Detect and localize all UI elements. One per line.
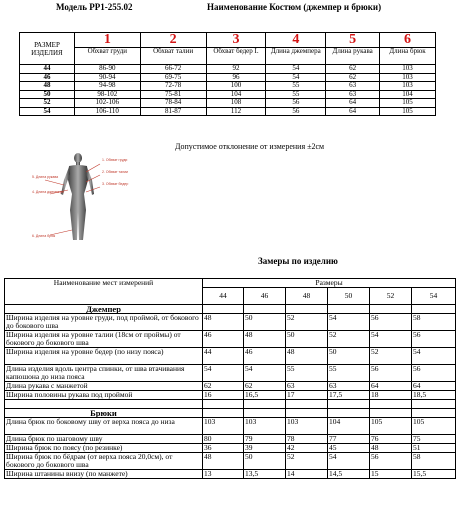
column-number: 1 <box>74 33 140 48</box>
value-cell: 105 <box>380 107 436 116</box>
column-number: 5 <box>326 33 380 48</box>
value-cell: 63 <box>326 82 380 91</box>
value-cell: 66-72 <box>140 65 206 74</box>
value-cell: 103 <box>380 65 436 74</box>
measurement-value: 56 <box>370 365 412 382</box>
column-header: Длина рукава <box>326 48 380 65</box>
value-cell: 92 <box>206 65 266 74</box>
measurement-value: 16 <box>203 391 244 400</box>
measurement-value: 51 <box>412 444 456 453</box>
measurement-value: 56 <box>412 331 456 348</box>
label-chest: 1. Обхват груди <box>102 158 128 162</box>
value-cell: 94-98 <box>74 82 140 91</box>
measurement-value: 58 <box>412 453 456 470</box>
measurement-value: 36 <box>203 444 244 453</box>
column-header: Обхват груди <box>74 48 140 65</box>
size-row <box>20 82 436 91</box>
value-cell: 62 <box>326 65 380 74</box>
measurement-value: 58 <box>412 314 456 331</box>
tolerance-note: Допустимое отклонение от измерения ±2см <box>175 142 325 151</box>
value-cell: 63 <box>326 90 380 99</box>
value-cell: 54 <box>266 65 326 74</box>
measurement-value: 103 <box>244 418 286 435</box>
size-cell: 54 <box>20 107 75 116</box>
measurement-value: 77 <box>328 435 370 444</box>
measurement-value: 52 <box>370 348 412 365</box>
measurement-value: 62 <box>244 382 286 391</box>
value-cell: 106-110 <box>74 107 140 116</box>
measurement-value: 15,5 <box>412 470 456 479</box>
measurement-row <box>5 391 456 400</box>
size-table <box>19 32 436 116</box>
measurement-value: 54 <box>203 365 244 382</box>
value-cell: 112 <box>206 107 266 116</box>
value-cell: 108 <box>206 99 266 108</box>
size-cell: 50 <box>20 90 75 99</box>
measurement-row <box>5 314 456 331</box>
silhouette-figure <box>20 150 160 245</box>
measurement-value: 62 <box>203 382 244 391</box>
value-cell: 96 <box>206 73 266 82</box>
value-cell: 62 <box>326 73 380 82</box>
measurement-value: 42 <box>286 444 328 453</box>
size-row <box>20 107 436 116</box>
measurement-value: 54 <box>370 331 412 348</box>
measurement-row <box>5 470 456 479</box>
measurement-value: 56 <box>412 365 456 382</box>
value-cell: 104 <box>206 90 266 99</box>
measurement-value: 54 <box>328 314 370 331</box>
measurement-value: 104 <box>328 418 370 435</box>
value-cell: 81-87 <box>140 107 206 116</box>
measurement-row <box>5 418 456 435</box>
value-cell: 103 <box>380 82 436 91</box>
measurement-value: 48 <box>244 331 286 348</box>
measurement-value: 56 <box>370 453 412 470</box>
measurement-value: 48 <box>203 314 244 331</box>
measurement-value: 48 <box>286 348 328 365</box>
measurement-value: 44 <box>203 348 244 365</box>
size-cell: 46 <box>20 73 75 82</box>
measurement-value: 18,5 <box>412 391 456 400</box>
section-jumper: Джемпер <box>5 305 203 314</box>
label-sleeve-length: 5. Длина рукава <box>32 175 59 179</box>
measurement-value: 50 <box>244 314 286 331</box>
value-cell: 104 <box>380 90 436 99</box>
value-cell: 86-90 <box>74 65 140 74</box>
measurement-value: 46 <box>244 348 286 365</box>
column-number: 6 <box>380 33 436 48</box>
value-cell: 103 <box>380 73 436 82</box>
measurement-value: 48 <box>203 453 244 470</box>
measurement-value: 17 <box>286 391 328 400</box>
measurement-value: 105 <box>370 418 412 435</box>
measurement-value: 14 <box>286 470 328 479</box>
measurement-name: Длина брюк по боковому шву от верха пояса до низа <box>5 418 203 435</box>
body-measurement-figure <box>20 150 160 245</box>
value-cell: 69-75 <box>140 73 206 82</box>
label-waist: 2. Обхват талии <box>102 170 128 174</box>
size-column-header: 54 <box>412 288 456 305</box>
measurement-value: 63 <box>286 382 328 391</box>
measurement-value: 56 <box>370 314 412 331</box>
measurement-name: Длина рукава с манжетой <box>5 382 203 391</box>
measurement-value: 103 <box>286 418 328 435</box>
size-column-header: 46 <box>244 288 286 305</box>
size-column-header: 44 <box>203 288 244 305</box>
column-header: Обхват талии <box>140 48 206 65</box>
measurement-name: Длина брюк по шаговому шву <box>5 435 203 444</box>
column-header: Длина брюк <box>380 48 436 65</box>
value-cell: 105 <box>380 99 436 108</box>
measurement-value: 14,5 <box>328 470 370 479</box>
measurement-value: 52 <box>286 314 328 331</box>
measurement-name: Ширина штанины внизу (по манжете) <box>5 470 203 479</box>
size-row <box>20 65 436 74</box>
measurement-name: Ширина брюк по поясу (по резинке) <box>5 444 203 453</box>
value-cell: 100 <box>206 82 266 91</box>
label-pants-length: 6. Длина брюк <box>32 234 56 238</box>
value-cell: 75-81 <box>140 90 206 99</box>
measurement-row <box>5 365 456 382</box>
measurement-value: 64 <box>370 382 412 391</box>
measurements-table <box>4 278 456 479</box>
size-row <box>20 90 436 99</box>
measurement-value: 55 <box>286 365 328 382</box>
measurement-value: 52 <box>286 453 328 470</box>
measurement-value: 17,5 <box>328 391 370 400</box>
size-cell: 52 <box>20 99 75 108</box>
value-cell: 56 <box>266 99 326 108</box>
measurement-value: 39 <box>244 444 286 453</box>
measurement-value: 54 <box>328 453 370 470</box>
model-title: Модель РР1-255.02 <box>56 2 133 12</box>
measurement-value: 50 <box>328 348 370 365</box>
size-row <box>20 99 436 108</box>
measurement-value: 16,5 <box>244 391 286 400</box>
measurement-row <box>5 331 456 348</box>
size-column-header: 48 <box>286 288 328 305</box>
measurement-value: 13,5 <box>244 470 286 479</box>
value-cell: 64 <box>326 99 380 108</box>
measurement-value: 103 <box>203 418 244 435</box>
measurement-value: 78 <box>286 435 328 444</box>
value-cell: 72-78 <box>140 82 206 91</box>
value-cell: 98-102 <box>74 90 140 99</box>
column-number: 4 <box>266 33 326 48</box>
measurement-value: 52 <box>328 331 370 348</box>
measurement-name: Ширина изделия на уровне талии (18см от проймы) от бокового до бокового шва <box>5 331 203 348</box>
measurement-value: 79 <box>244 435 286 444</box>
size-header: РАЗМЕР ИЗДЕЛИЯ <box>20 33 75 65</box>
label-hips: 3. Обхват бедер <box>102 182 129 186</box>
column-header: Длина джемпера <box>266 48 326 65</box>
measurement-value: 54 <box>412 348 456 365</box>
measurement-name: Длина изделия вдоль центра спинки, от шва втачивания капюшона до низа пояса <box>5 365 203 382</box>
column-number: 3 <box>206 33 266 48</box>
size-column-header: 50 <box>328 288 370 305</box>
measurement-name: Ширина изделия на уровне груди, под проймой, от бокового до бокового шва <box>5 314 203 331</box>
product-title: Наименование Костюм (джемпер и брюки) <box>207 2 382 12</box>
measurement-value: 48 <box>370 444 412 453</box>
measurement-value: 50 <box>286 331 328 348</box>
value-cell: 55 <box>266 82 326 91</box>
measurement-value: 80 <box>203 435 244 444</box>
measurement-value: 63 <box>328 382 370 391</box>
measurement-value: 105 <box>412 418 456 435</box>
size-cell: 48 <box>20 82 75 91</box>
value-cell: 64 <box>326 107 380 116</box>
size-cell: 44 <box>20 65 75 74</box>
measurement-value: 54 <box>244 365 286 382</box>
value-cell: 90-94 <box>74 73 140 82</box>
measurement-name: Ширина изделия на уровне бедер (по низу пояса) <box>5 348 203 365</box>
value-cell: 55 <box>266 90 326 99</box>
section-pants: Брюки <box>5 409 203 418</box>
measurement-value: 45 <box>328 444 370 453</box>
label-jumper-length: 4. Длина джемпера <box>32 190 64 194</box>
name-header: Наименование мест измерений <box>5 279 203 305</box>
value-cell: 78-84 <box>140 99 206 108</box>
value-cell: 54 <box>266 73 326 82</box>
size-row <box>20 73 436 82</box>
measurement-value: 64 <box>412 382 456 391</box>
measurement-value: 75 <box>412 435 456 444</box>
measurement-value: 18 <box>370 391 412 400</box>
measurement-row <box>5 348 456 365</box>
sizes-header: Размеры <box>203 279 456 288</box>
measurement-value: 46 <box>203 331 244 348</box>
measurement-name: Ширина половины рукава под проймой <box>5 391 203 400</box>
value-cell: 56 <box>266 107 326 116</box>
size-column-header: 52 <box>370 288 412 305</box>
column-number: 2 <box>140 33 206 48</box>
value-cell: 102-106 <box>74 99 140 108</box>
measurement-name: Ширина брюк по бёдрам (от верха пояса 20,0см), от бокового до бокового шва <box>5 453 203 470</box>
column-header: Обхват бедер I. <box>206 48 266 65</box>
measurement-value: 76 <box>370 435 412 444</box>
measurement-value: 50 <box>244 453 286 470</box>
measurement-row <box>5 453 456 470</box>
measurement-value: 13 <box>203 470 244 479</box>
measurement-value: 15 <box>370 470 412 479</box>
measurements-title: Замеры по изделию <box>258 256 338 266</box>
measurement-value: 55 <box>328 365 370 382</box>
